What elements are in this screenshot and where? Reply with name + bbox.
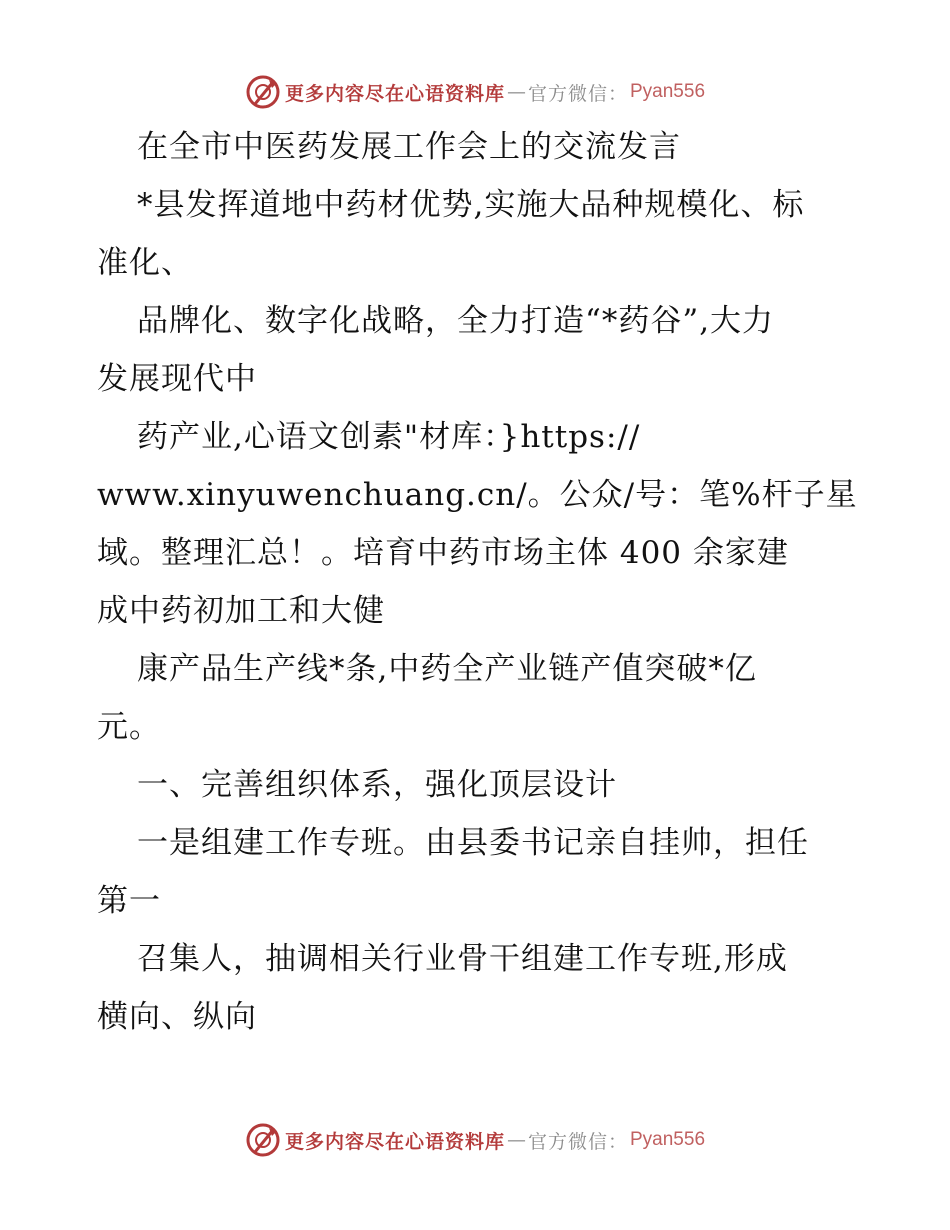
text-line: www.xinyuwenchuang.cn/。公众/号：笔%杆子星 bbox=[97, 477, 858, 513]
banner-main-text: 更多内容尽在心语资料库 bbox=[284, 82, 505, 105]
document-body bbox=[97, 118, 867, 1046]
banner-wechat-label: 官方微信： bbox=[527, 82, 628, 105]
brand-logo-icon bbox=[245, 1122, 281, 1158]
text-line: *县发挥道地中药材优势,实施大品种规模化、标 bbox=[137, 187, 805, 223]
banner-wechat-label: 官方微信： bbox=[527, 1130, 628, 1153]
text-line: 发展现代中 bbox=[97, 361, 257, 397]
text-line: 召集人，抽调相关行业骨干组建工作专班,形成 bbox=[137, 941, 788, 977]
text-line: 一是组建工作专班。由县委书记亲自挂帅，担任 bbox=[137, 825, 809, 861]
brand-logo-icon bbox=[245, 74, 281, 110]
text-line: 元。 bbox=[97, 709, 161, 745]
banner-wechat-id: Pyan556 bbox=[630, 81, 706, 102]
text-line: 一、完善组织体系，强化顶层设计 bbox=[137, 767, 617, 803]
text-line: 第一 bbox=[97, 883, 161, 919]
text-line: 域。整理汇总！。培育中药市场主体 400 余家建 bbox=[97, 535, 789, 571]
footer-banner bbox=[0, 1120, 950, 1160]
banner-main-text: 更多内容尽在心语资料库 bbox=[284, 1130, 505, 1153]
text-line: 药产业,心语文创素"材库：}https:// bbox=[137, 419, 641, 455]
banner-wechat-id: Pyan556 bbox=[630, 1129, 706, 1150]
text-line: 康产品生产线*条,中药全产业链产值突破*亿 bbox=[137, 651, 757, 687]
text-line: 准化、 bbox=[97, 245, 193, 281]
header-banner bbox=[0, 72, 950, 112]
text-line: 品牌化、数字化战略，全力打造“*药谷”,大力 bbox=[137, 303, 775, 339]
text-line: 在全市中医药发展工作会上的交流发言 bbox=[137, 129, 681, 165]
banner-dash: — bbox=[506, 1129, 526, 1151]
banner-dash: — bbox=[506, 81, 526, 103]
text-line: 成中药初加工和大健 bbox=[97, 593, 385, 629]
text-line: 横向、纵向 bbox=[97, 999, 257, 1035]
